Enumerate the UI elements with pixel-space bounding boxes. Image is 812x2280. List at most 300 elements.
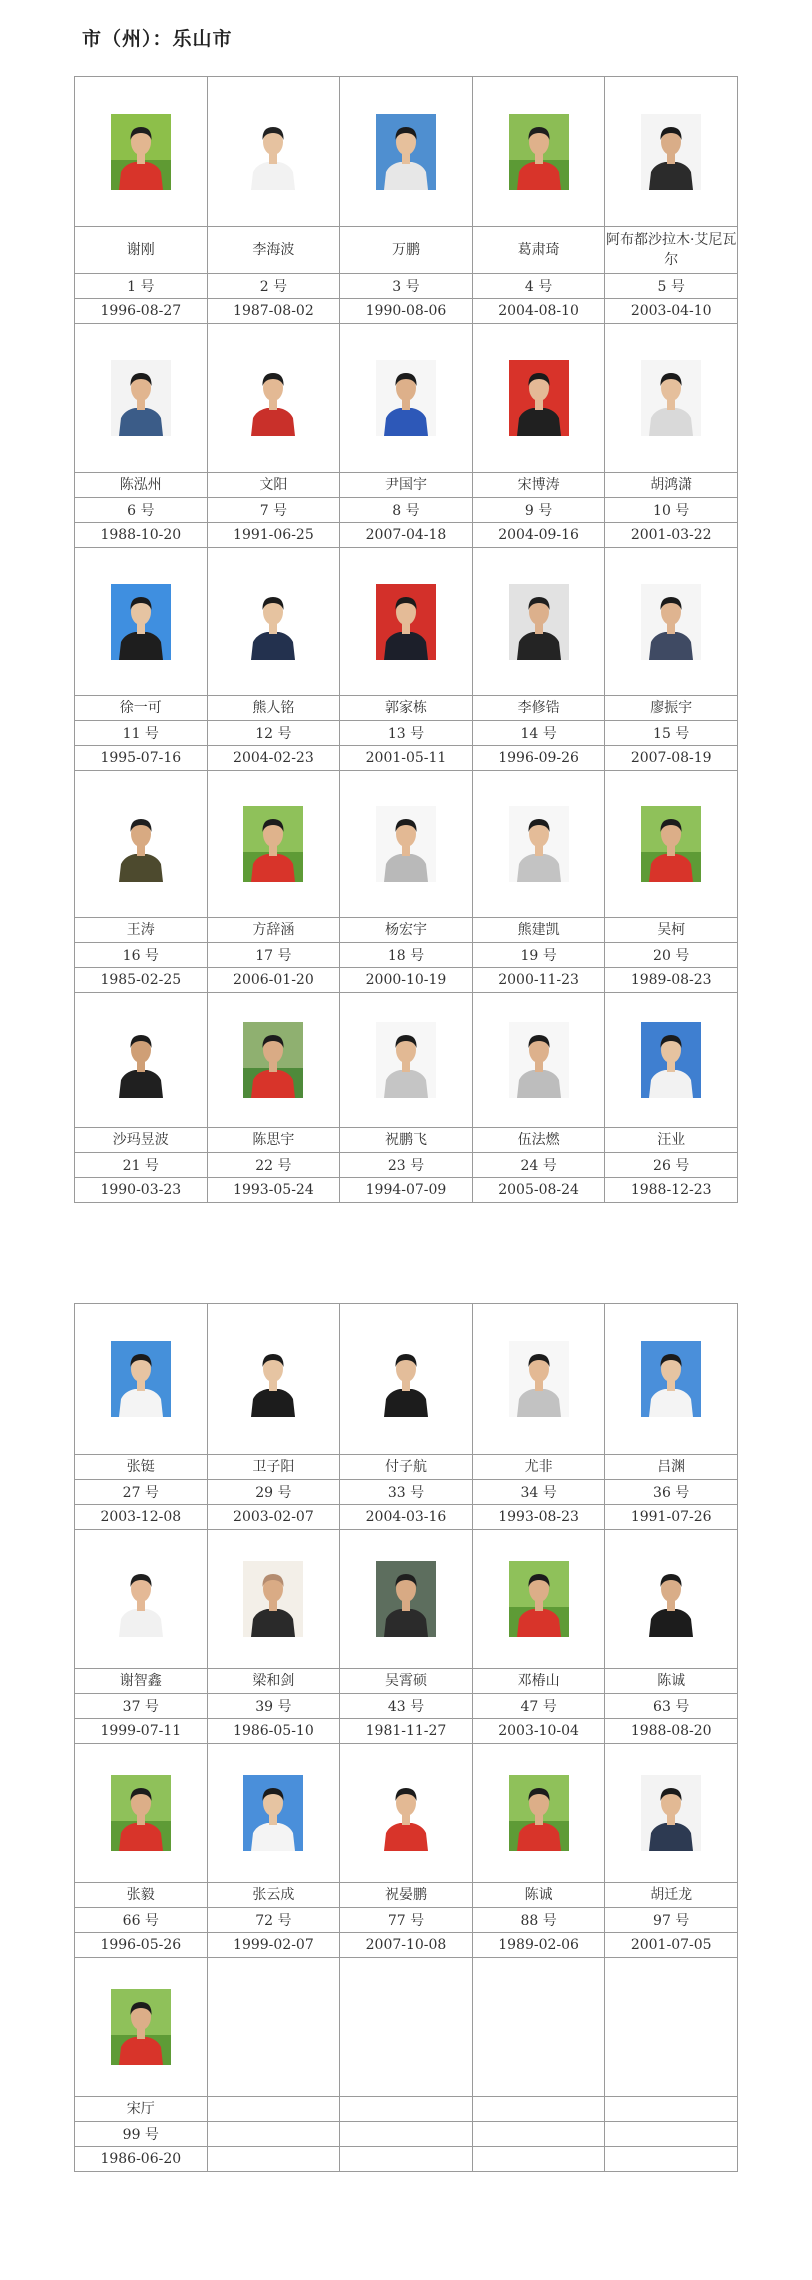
player-birthdate: 2007-10-08 — [340, 1933, 473, 1958]
player-birthdate: 2001-05-11 — [340, 746, 473, 771]
player-photo-image — [111, 1341, 171, 1417]
table-row — [75, 473, 738, 498]
player-birthdate: 2004-03-16 — [340, 1505, 473, 1530]
player-birthdate: 2004-09-16 — [472, 523, 605, 548]
player-photo-cell — [75, 548, 208, 696]
empty-cell — [605, 1958, 738, 2097]
player-birthdate: 2007-04-18 — [340, 523, 473, 548]
player-photo — [376, 584, 436, 660]
player-number: 12 号 — [207, 721, 340, 746]
table-row — [75, 1669, 738, 1694]
player-photo-cell — [605, 993, 738, 1128]
player-number: 97 号 — [605, 1908, 738, 1933]
player-name: 葛肃琦 — [472, 227, 605, 274]
player-photo — [111, 1561, 171, 1637]
player-roster-table — [74, 76, 738, 1203]
player-birthdate: 1993-05-24 — [207, 1178, 340, 1203]
table-row — [75, 746, 738, 771]
player-photo-cell — [472, 771, 605, 918]
player-birthdate: 1996-09-26 — [472, 746, 605, 771]
empty-cell — [340, 2122, 473, 2147]
empty-cell — [207, 2147, 340, 2172]
player-number: 7 号 — [207, 498, 340, 523]
player-photo — [376, 806, 436, 882]
empty-cell — [340, 2147, 473, 2172]
player-number: 2 号 — [207, 274, 340, 299]
player-name: 祝晏鹏 — [340, 1883, 473, 1908]
player-photo — [111, 1341, 171, 1417]
player-name: 宋厅 — [75, 2097, 208, 2122]
player-number: 39 号 — [207, 1694, 340, 1719]
player-number: 29 号 — [207, 1480, 340, 1505]
player-photo-image — [243, 114, 303, 190]
player-number: 16 号 — [75, 943, 208, 968]
player-birthdate: 2003-04-10 — [605, 299, 738, 324]
player-photo-image — [509, 1775, 569, 1851]
table-row — [75, 523, 738, 548]
player-photo — [111, 806, 171, 882]
player-name: 阿布都沙拉木·艾尼瓦尔 — [605, 227, 738, 274]
player-number: 20 号 — [605, 943, 738, 968]
table-row — [75, 1719, 738, 1744]
player-photo — [243, 360, 303, 436]
player-name: 胡鸿潇 — [605, 473, 738, 498]
player-photo — [509, 360, 569, 436]
player-number: 6 号 — [75, 498, 208, 523]
player-photo-image — [111, 114, 171, 190]
player-photo-cell — [207, 771, 340, 918]
player-photo-image — [509, 360, 569, 436]
player-number: 99 号 — [75, 2122, 208, 2147]
player-name: 陈诚 — [605, 1669, 738, 1694]
player-name: 汪业 — [605, 1128, 738, 1153]
player-birthdate: 2007-08-19 — [605, 746, 738, 771]
player-number: 23 号 — [340, 1153, 473, 1178]
player-birthdate: 1999-02-07 — [207, 1933, 340, 1958]
player-roster-table — [74, 1303, 738, 2172]
player-name: 沙玛昱波 — [75, 1128, 208, 1153]
player-number: 3 号 — [340, 274, 473, 299]
player-photo-image — [641, 806, 701, 882]
player-photo — [111, 1989, 171, 2065]
player-photo — [641, 1561, 701, 1637]
player-number: 24 号 — [472, 1153, 605, 1178]
empty-cell — [207, 2097, 340, 2122]
player-photo-image — [243, 1022, 303, 1098]
table-row — [75, 324, 738, 473]
player-photo — [641, 114, 701, 190]
player-number: 47 号 — [472, 1694, 605, 1719]
player-photo — [243, 584, 303, 660]
player-photo-image — [243, 806, 303, 882]
player-number: 36 号 — [605, 1480, 738, 1505]
player-birthdate: 2004-02-23 — [207, 746, 340, 771]
player-photo — [243, 1561, 303, 1637]
player-photo-image — [376, 114, 436, 190]
player-birthdate: 1988-08-20 — [605, 1719, 738, 1744]
player-photo-image — [243, 584, 303, 660]
page-title: 市（州）：乐山市 — [82, 28, 233, 50]
empty-cell — [207, 2122, 340, 2147]
player-photo-cell — [472, 993, 605, 1128]
player-photo-cell — [340, 1304, 473, 1455]
player-photo-image — [111, 360, 171, 436]
player-birthdate: 1989-02-06 — [472, 1933, 605, 1958]
player-photo — [243, 806, 303, 882]
player-photo-image — [376, 584, 436, 660]
player-photo-image — [376, 1775, 436, 1851]
table-row — [75, 1304, 738, 1455]
player-photo-image — [376, 1022, 436, 1098]
player-name: 王涛 — [75, 918, 208, 943]
player-name: 徐一可 — [75, 696, 208, 721]
table-row — [75, 1694, 738, 1719]
player-photo-cell — [207, 1304, 340, 1455]
player-photo-cell — [605, 77, 738, 227]
player-name: 宋博涛 — [472, 473, 605, 498]
player-photo-image — [509, 1341, 569, 1417]
player-photo-cell — [472, 1304, 605, 1455]
empty-cell — [605, 2122, 738, 2147]
table-row — [75, 1455, 738, 1480]
player-birthdate: 1989-08-23 — [605, 968, 738, 993]
table-row — [75, 1933, 738, 1958]
player-name: 伍法燃 — [472, 1128, 605, 1153]
player-name: 陈思宇 — [207, 1128, 340, 1153]
table-row — [75, 1480, 738, 1505]
player-photo — [111, 360, 171, 436]
player-number: 66 号 — [75, 1908, 208, 1933]
player-name: 尹国宇 — [340, 473, 473, 498]
player-photo — [111, 584, 171, 660]
player-number: 4 号 — [472, 274, 605, 299]
player-number: 9 号 — [472, 498, 605, 523]
table-row — [75, 1530, 738, 1669]
player-birthdate: 1988-10-20 — [75, 523, 208, 548]
player-number: 15 号 — [605, 721, 738, 746]
table-row — [75, 1128, 738, 1153]
table-row — [75, 1744, 738, 1883]
empty-cell — [472, 2122, 605, 2147]
table-row — [75, 1883, 738, 1908]
player-photo-image — [641, 360, 701, 436]
table-row — [75, 2122, 738, 2147]
player-photo-image — [243, 1775, 303, 1851]
player-photo-image — [111, 584, 171, 660]
player-number: 43 号 — [340, 1694, 473, 1719]
player-name: 卫子阳 — [207, 1455, 340, 1480]
player-birthdate: 1991-07-26 — [605, 1505, 738, 1530]
player-birthdate: 2001-07-05 — [605, 1933, 738, 1958]
player-name: 熊建凯 — [472, 918, 605, 943]
player-photo-cell — [75, 324, 208, 473]
table-row — [75, 993, 738, 1128]
player-birthdate: 2000-11-23 — [472, 968, 605, 993]
player-photo-image — [509, 1561, 569, 1637]
empty-cell — [472, 1958, 605, 2097]
player-photo-image — [641, 1022, 701, 1098]
table-row — [75, 2147, 738, 2172]
player-number: 34 号 — [472, 1480, 605, 1505]
player-number: 26 号 — [605, 1153, 738, 1178]
player-photo — [111, 1022, 171, 1098]
player-birthdate: 2006-01-20 — [207, 968, 340, 993]
player-number: 72 号 — [207, 1908, 340, 1933]
player-photo — [509, 1775, 569, 1851]
player-number: 37 号 — [75, 1694, 208, 1719]
player-photo — [509, 1022, 569, 1098]
table-row — [75, 498, 738, 523]
player-photo-image — [641, 584, 701, 660]
player-birthdate: 1981-11-27 — [340, 1719, 473, 1744]
player-photo-cell — [75, 77, 208, 227]
player-name: 吴柯 — [605, 918, 738, 943]
player-number: 33 号 — [340, 1480, 473, 1505]
player-photo-image — [376, 806, 436, 882]
player-birthdate: 1995-07-16 — [75, 746, 208, 771]
player-photo-cell — [605, 1744, 738, 1883]
player-name: 吴霄硕 — [340, 1669, 473, 1694]
player-birthdate: 1991-06-25 — [207, 523, 340, 548]
player-number: 88 号 — [472, 1908, 605, 1933]
player-photo-cell — [75, 993, 208, 1128]
player-photo-image — [376, 360, 436, 436]
empty-cell — [207, 1958, 340, 2097]
player-number: 1 号 — [75, 274, 208, 299]
player-photo-image — [509, 584, 569, 660]
player-photo-image — [641, 1341, 701, 1417]
player-number: 77 号 — [340, 1908, 473, 1933]
player-photo — [376, 1022, 436, 1098]
player-photo — [376, 1775, 436, 1851]
player-photo — [243, 1022, 303, 1098]
table-row — [75, 2097, 738, 2122]
player-number: 18 号 — [340, 943, 473, 968]
player-photo-cell — [207, 1530, 340, 1669]
player-photo — [509, 114, 569, 190]
player-photo-cell — [605, 548, 738, 696]
player-number: 27 号 — [75, 1480, 208, 1505]
player-photo-cell — [340, 324, 473, 473]
player-photo-image — [376, 1561, 436, 1637]
player-photo — [111, 114, 171, 190]
player-photo — [509, 806, 569, 882]
table-row — [75, 274, 738, 299]
player-name: 吕渊 — [605, 1455, 738, 1480]
table-row — [75, 918, 738, 943]
player-photo — [641, 360, 701, 436]
player-photo — [111, 1775, 171, 1851]
player-photo-image — [243, 1341, 303, 1417]
player-number: 19 号 — [472, 943, 605, 968]
player-photo-image — [641, 1775, 701, 1851]
table-row — [75, 696, 738, 721]
player-name: 熊人铭 — [207, 696, 340, 721]
player-birthdate: 1986-06-20 — [75, 2147, 208, 2172]
empty-cell — [472, 2097, 605, 2122]
player-number: 14 号 — [472, 721, 605, 746]
table-row — [75, 548, 738, 696]
player-photo — [509, 1341, 569, 1417]
player-name: 杨宏宇 — [340, 918, 473, 943]
player-photo-cell — [605, 771, 738, 918]
table-row — [75, 77, 738, 227]
player-photo — [243, 114, 303, 190]
player-photo-image — [641, 114, 701, 190]
table-row — [75, 1153, 738, 1178]
player-photo — [641, 1022, 701, 1098]
player-name: 邓椿山 — [472, 1669, 605, 1694]
player-photo — [641, 806, 701, 882]
player-photo-cell — [207, 324, 340, 473]
player-photo — [376, 360, 436, 436]
player-photo-cell — [340, 77, 473, 227]
player-birthdate: 1999-07-11 — [75, 1719, 208, 1744]
player-photo-cell — [472, 324, 605, 473]
player-name: 张毅 — [75, 1883, 208, 1908]
player-birthdate: 2003-12-08 — [75, 1505, 208, 1530]
table-row — [75, 1178, 738, 1203]
player-number: 21 号 — [75, 1153, 208, 1178]
empty-cell — [340, 2097, 473, 2122]
player-birthdate: 1985-02-25 — [75, 968, 208, 993]
player-birthdate: 2000-10-19 — [340, 968, 473, 993]
player-number: 5 号 — [605, 274, 738, 299]
player-photo-image — [111, 1775, 171, 1851]
player-name: 李海波 — [207, 227, 340, 274]
player-photo-image — [243, 360, 303, 436]
player-photo — [509, 1561, 569, 1637]
player-photo-cell — [340, 993, 473, 1128]
player-name: 胡迁龙 — [605, 1883, 738, 1908]
empty-cell — [472, 2147, 605, 2172]
player-photo-cell — [605, 324, 738, 473]
player-photo — [641, 1341, 701, 1417]
player-birthdate: 1986-05-10 — [207, 1719, 340, 1744]
table-row — [75, 771, 738, 918]
table-row — [75, 943, 738, 968]
player-photo-image — [641, 1561, 701, 1637]
player-name: 文阳 — [207, 473, 340, 498]
player-name: 谢智鑫 — [75, 1669, 208, 1694]
player-name: 张云成 — [207, 1883, 340, 1908]
player-photo-cell — [472, 77, 605, 227]
player-photo-cell — [207, 548, 340, 696]
player-name: 陈诚 — [472, 1883, 605, 1908]
player-photo — [641, 584, 701, 660]
player-number: 63 号 — [605, 1694, 738, 1719]
player-photo-cell — [472, 1530, 605, 1669]
empty-cell — [340, 1958, 473, 2097]
player-birthdate: 2005-08-24 — [472, 1178, 605, 1203]
player-photo-cell — [207, 1744, 340, 1883]
player-birthdate: 1994-07-09 — [340, 1178, 473, 1203]
player-number: 13 号 — [340, 721, 473, 746]
player-photo — [376, 1561, 436, 1637]
player-photo — [376, 1341, 436, 1417]
player-name: 陈泓州 — [75, 473, 208, 498]
player-name: 谢刚 — [75, 227, 208, 274]
player-photo-cell — [340, 1530, 473, 1669]
player-photo-image — [509, 114, 569, 190]
player-photo-image — [243, 1561, 303, 1637]
player-photo-cell — [472, 548, 605, 696]
player-name: 付子航 — [340, 1455, 473, 1480]
player-photo-cell — [75, 771, 208, 918]
player-name: 祝鹏飞 — [340, 1128, 473, 1153]
table-row — [75, 1958, 738, 2097]
player-photo-image — [509, 1022, 569, 1098]
player-number: 8 号 — [340, 498, 473, 523]
player-birthdate: 1987-08-02 — [207, 299, 340, 324]
player-number: 11 号 — [75, 721, 208, 746]
player-photo-image — [111, 1989, 171, 2065]
player-photo — [641, 1775, 701, 1851]
player-photo-image — [376, 1341, 436, 1417]
player-birthdate: 2003-02-07 — [207, 1505, 340, 1530]
player-photo-image — [111, 1561, 171, 1637]
player-photo-image — [111, 806, 171, 882]
player-birthdate: 1990-08-06 — [340, 299, 473, 324]
player-photo — [509, 584, 569, 660]
player-photo-image — [111, 1022, 171, 1098]
table-row — [75, 968, 738, 993]
player-photo-cell — [75, 1304, 208, 1455]
player-birthdate: 1990-03-23 — [75, 1178, 208, 1203]
player-name: 万鹏 — [340, 227, 473, 274]
player-name: 方辞涵 — [207, 918, 340, 943]
player-birthdate: 2004-08-10 — [472, 299, 605, 324]
player-number: 10 号 — [605, 498, 738, 523]
player-birthdate: 2003-10-04 — [472, 1719, 605, 1744]
player-photo-cell — [75, 1530, 208, 1669]
player-photo — [243, 1775, 303, 1851]
player-name: 郭家栋 — [340, 696, 473, 721]
table-row — [75, 721, 738, 746]
player-photo — [243, 1341, 303, 1417]
player-name: 廖振宇 — [605, 696, 738, 721]
player-photo-cell — [75, 1744, 208, 1883]
player-photo-cell — [207, 77, 340, 227]
player-name: 梁和剑 — [207, 1669, 340, 1694]
empty-cell — [605, 2097, 738, 2122]
player-photo-image — [509, 806, 569, 882]
player-name: 李修锆 — [472, 696, 605, 721]
table-row — [75, 227, 738, 274]
player-number: 17 号 — [207, 943, 340, 968]
player-photo-cell — [340, 1744, 473, 1883]
player-photo-cell — [340, 548, 473, 696]
player-photo — [376, 114, 436, 190]
player-photo-cell — [605, 1530, 738, 1669]
player-photo-cell — [472, 1744, 605, 1883]
player-birthdate: 1996-05-26 — [75, 1933, 208, 1958]
table-row — [75, 1505, 738, 1530]
player-photo-cell — [340, 771, 473, 918]
empty-cell — [605, 2147, 738, 2172]
player-name: 张铤 — [75, 1455, 208, 1480]
player-birthdate: 1988-12-23 — [605, 1178, 738, 1203]
player-photo-cell — [605, 1304, 738, 1455]
table-row — [75, 1908, 738, 1933]
player-number: 22 号 — [207, 1153, 340, 1178]
player-photo-cell — [207, 993, 340, 1128]
player-name: 尤非 — [472, 1455, 605, 1480]
player-birthdate: 1993-08-23 — [472, 1505, 605, 1530]
player-birthdate: 1996-08-27 — [75, 299, 208, 324]
player-photo-cell — [75, 1958, 208, 2097]
table-row — [75, 299, 738, 324]
